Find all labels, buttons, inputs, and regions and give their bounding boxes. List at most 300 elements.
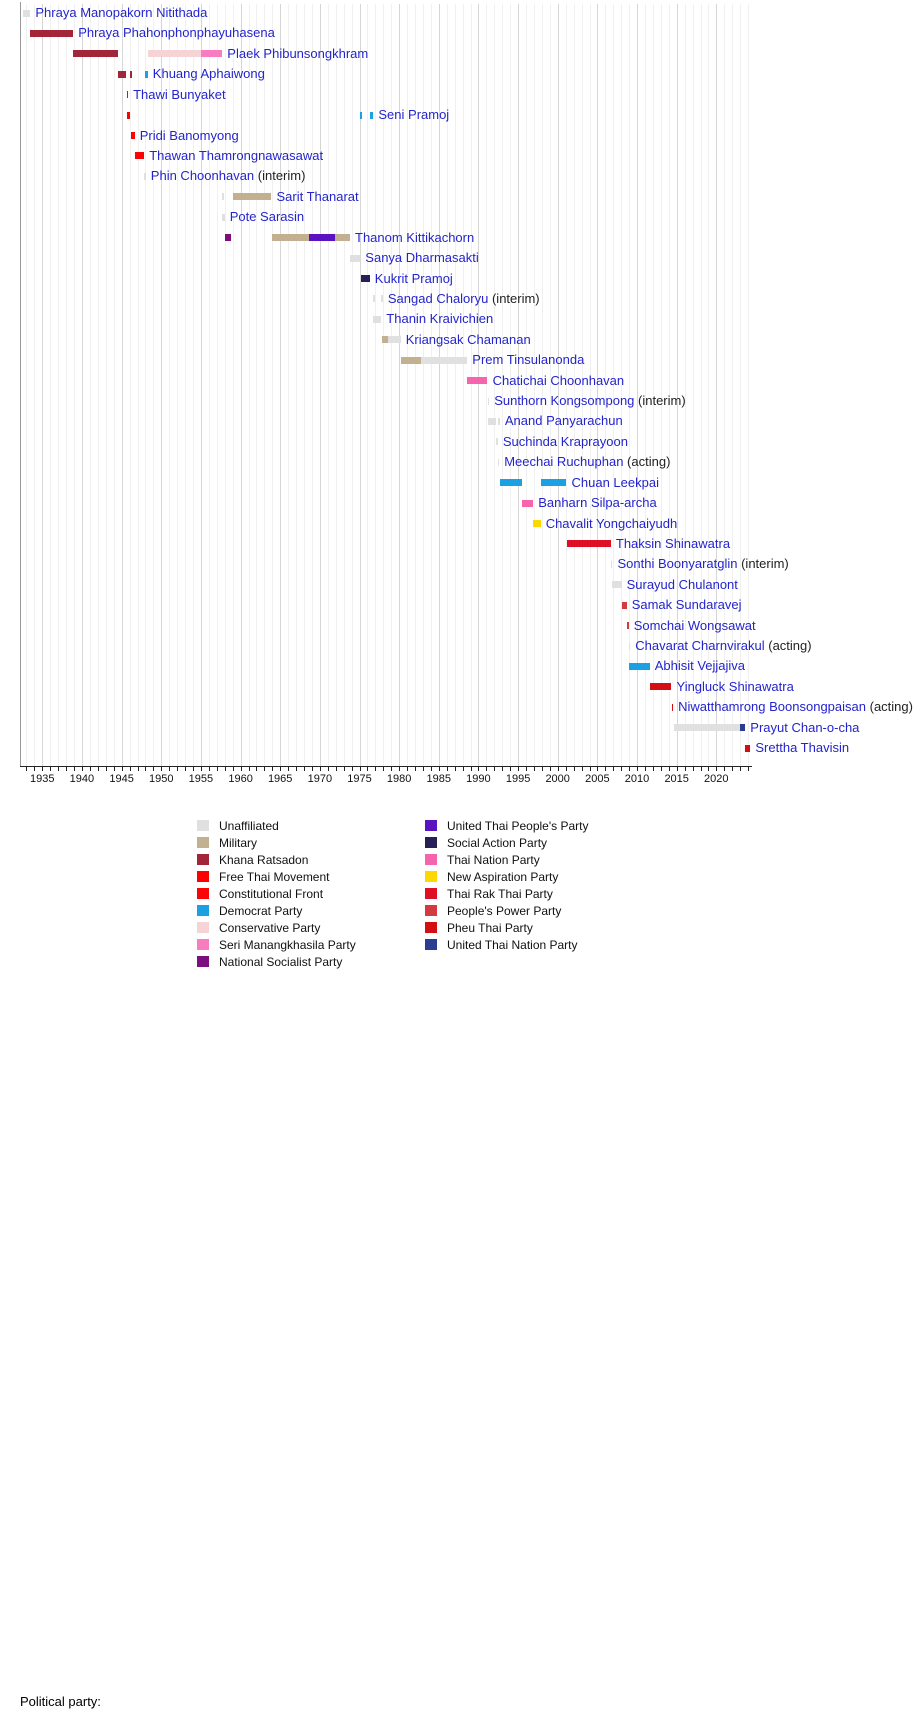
pm-name-link[interactable]: Samak Sundaravej (631, 597, 742, 613)
row-label (277, 190, 359, 204)
axis-tick-1999 (550, 767, 551, 771)
gridline-year-1950 (161, 4, 162, 766)
row-label (635, 639, 811, 653)
row-label (505, 414, 623, 428)
axis-tick-1947 (138, 767, 139, 771)
axis-tick-1956 (209, 767, 210, 771)
axis-tick-1949 (153, 767, 154, 771)
gridline-year-1976 (367, 4, 368, 766)
row-label (365, 251, 478, 265)
timeline-bar-segment (498, 418, 500, 425)
gridline-year-1939 (74, 4, 75, 766)
axis-tick-1975 (360, 767, 361, 771)
gridline-year-1972 (336, 4, 337, 766)
axis-tick-2016 (685, 767, 686, 771)
legend-label: United Thai People's Party (447, 819, 589, 833)
pm-name-link[interactable]: Sanya Dharmasakti (365, 250, 479, 265)
timeline-bar-segment (622, 602, 627, 609)
timeline-bar-segment (541, 479, 567, 486)
row-label (678, 700, 913, 714)
row-label (755, 741, 849, 755)
axis-tick-label-1945: 1945 (109, 773, 134, 785)
row-label (504, 455, 670, 469)
timeline-bar-segment (740, 724, 745, 731)
timeline-bar-segment (222, 193, 224, 200)
legend-swatch-unaffiliated (197, 820, 209, 831)
pm-name-link[interactable]: Anand Panyarachun (504, 413, 623, 429)
pm-name-link[interactable]: Thanin Kraivichien (386, 311, 494, 327)
pm-name-link[interactable]: Banharn Silpa-archa (538, 495, 657, 511)
pm-name-link[interactable]: Prayut Chan-o-cha (750, 719, 860, 735)
row-label (627, 578, 738, 592)
gridline-year-1958 (225, 4, 226, 766)
axis-tick-1960 (241, 767, 242, 771)
axis-tick-1997 (534, 767, 535, 771)
row-label (375, 272, 453, 286)
axis-tick-1998 (542, 767, 543, 771)
axis-tick-1944 (114, 767, 115, 771)
row-label (153, 67, 265, 81)
pm-name-link[interactable]: Suchinda Kraprayoon (502, 433, 628, 449)
axis-tick-2011 (645, 767, 646, 771)
gridline-year-1947 (138, 4, 139, 766)
axis-tick-1940 (82, 767, 83, 771)
axis-tick-label-1995: 1995 (505, 773, 531, 785)
timeline-bar-segment (335, 234, 350, 241)
axis-tick-1933 (26, 767, 27, 771)
pm-note: (acting) (623, 454, 671, 470)
axis-tick-label-1970: 1970 (307, 773, 333, 785)
row-label (493, 374, 625, 388)
timeline-bar-segment (381, 295, 383, 302)
timeline-bar-segment (533, 520, 541, 527)
legend-label: United Thai Nation Party (447, 938, 578, 952)
legend-label: New Aspiration Party (447, 870, 559, 884)
gridline-year-1974 (352, 4, 353, 766)
axis-tick-1986 (447, 767, 448, 771)
axis-tick-1963 (264, 767, 265, 771)
legend-swatch-pheu_thai (425, 922, 437, 933)
pm-name-link[interactable]: Khuang Aphaiwong (152, 66, 265, 82)
row-label (634, 619, 756, 633)
gridline-year-1963 (264, 4, 265, 766)
gridline-year-1938 (66, 4, 67, 766)
axis-tick-2006 (605, 767, 606, 771)
axis-tick-1952 (177, 767, 178, 771)
pm-name-link[interactable]: Somchai Wongsawat (633, 617, 756, 633)
axis-tick-1987 (455, 767, 456, 771)
legend-label: Unaffiliated (219, 819, 279, 833)
row-label (149, 149, 323, 163)
timeline-bar-segment (500, 479, 522, 486)
row-label (388, 292, 540, 306)
axis-tick-2013 (661, 767, 662, 771)
axis-tick-1953 (185, 767, 186, 771)
legend-label: Democrat Party (219, 904, 303, 918)
axis-tick-label-2015: 2015 (664, 773, 689, 785)
pm-name-link[interactable]: Pridi Banomyong (139, 127, 239, 143)
axis-tick-label-2005: 2005 (585, 773, 610, 785)
axis-tick-1937 (58, 767, 59, 771)
timeline-bar-segment (629, 663, 650, 670)
axis-tick-label-1950: 1950 (149, 773, 174, 785)
axis-tick-1994 (510, 767, 511, 771)
legend-label: Thai Rak Thai Party (447, 887, 553, 901)
axis-tick-1971 (328, 767, 329, 771)
axis-tick-2014 (669, 767, 670, 771)
axis-tick-2010 (637, 767, 638, 771)
timeline-bar-segment (373, 316, 381, 323)
gridline-year-1955 (201, 4, 202, 766)
axis-tick-1945 (122, 767, 123, 771)
gridline-year-1934 (34, 4, 35, 766)
timeline-bar-segment (650, 683, 672, 690)
axis-tick-1996 (526, 767, 527, 771)
row-label (503, 435, 628, 449)
pm-name-link[interactable]: Seni Pramoj (378, 107, 450, 123)
pm-name-link[interactable]: Sonthi Boonyaratglin (617, 556, 738, 572)
timeline-bar-segment (496, 438, 498, 445)
legend-swatch-conservative (197, 922, 209, 933)
gridline-year-1961 (249, 4, 250, 766)
pm-note: (interim) (737, 556, 789, 572)
timeline-bar-segment (488, 418, 496, 425)
pm-note: (interim) (488, 290, 540, 306)
axis-tick-1982 (415, 767, 416, 771)
pm-name-link[interactable]: Thawan Thamrongnawasawat (149, 147, 324, 163)
row-label (78, 26, 275, 40)
axis-tick-1951 (169, 767, 170, 771)
timeline-bar-segment (388, 336, 401, 343)
axis-tick-2007 (613, 767, 614, 771)
gridline-year-1945 (122, 4, 123, 766)
pm-name-link[interactable]: Phraya Phahonphonphayuhasena (78, 25, 275, 41)
axis-tick-1955 (201, 767, 202, 771)
axis-tick-1988 (463, 767, 464, 771)
axis-tick-2009 (629, 767, 630, 771)
gridline-year-1943 (106, 4, 107, 766)
timeline-bar-segment (629, 643, 631, 650)
timeline-bar-segment (373, 295, 375, 302)
row-label (494, 394, 686, 408)
legend-swatch-khana_ratsadon (197, 854, 209, 865)
axis-tick-label-2000: 2000 (545, 773, 570, 785)
axis-tick-label-1940: 1940 (69, 773, 95, 785)
gridline-year-1937 (58, 4, 59, 766)
timeline-bar-segment (421, 357, 467, 364)
axis-tick-2022 (732, 767, 733, 771)
pm-name-link[interactable]: Thaksin Shinawatra (615, 535, 731, 551)
timeline-bar-segment (522, 500, 533, 507)
legend-swatch-thai_nation (425, 854, 437, 865)
timeline-bar-segment (370, 112, 374, 119)
axis-tick-label-1990: 1990 (466, 773, 491, 785)
axis-tick-1943 (106, 767, 107, 771)
legend-label: Pheu Thai Party (447, 921, 533, 935)
timeline-bar-segment (672, 704, 674, 711)
legend-swatch-military (197, 837, 209, 848)
pm-name-link[interactable]: Plaek Phibunsongkhram (227, 45, 369, 61)
axis-tick-1942 (98, 767, 99, 771)
pm-name-link[interactable]: Surayud Chulanont (626, 576, 738, 592)
axis-tick-2023 (740, 767, 741, 771)
timeline-bar-segment (360, 112, 362, 119)
axis-tick-2018 (701, 767, 702, 771)
timeline-bar-segment (401, 357, 421, 364)
axis-tick-2002 (574, 767, 575, 771)
timeline-bar-segment (201, 50, 222, 57)
gridline-year-1965 (280, 4, 281, 766)
timeline-bar-segment (674, 724, 740, 731)
axis-tick-1968 (304, 767, 305, 771)
timeline-bar-segment (222, 214, 224, 221)
timeline-bar-segment (73, 50, 118, 57)
pm-note: (acting) (764, 638, 812, 653)
gridline-year-1964 (272, 4, 273, 766)
row-label (538, 496, 657, 510)
row-label (386, 312, 493, 326)
axis-tick-1957 (217, 767, 218, 771)
pm-name-link[interactable]: Kriangsak Chamanan (405, 331, 531, 347)
axis-tick-2017 (693, 767, 694, 771)
pm-name-link[interactable]: Chuan Leekpai (571, 474, 659, 490)
axis-tick-1967 (296, 767, 297, 771)
row-label (472, 353, 584, 367)
axis-tick-1991 (486, 767, 487, 771)
axis-tick-1962 (256, 767, 257, 771)
pm-name-link[interactable]: Prem Tinsulanonda (472, 352, 585, 368)
row-label (618, 557, 789, 571)
gridline-year-1966 (288, 4, 289, 766)
axis-tick-label-1960: 1960 (228, 773, 253, 785)
pm-name-link[interactable]: Yingluck Shinawatra (676, 678, 794, 694)
axis-tick-1959 (233, 767, 234, 771)
axis-tick-1989 (471, 767, 472, 771)
row-label (632, 598, 742, 612)
gridline-year-1969 (312, 4, 313, 766)
row-label (750, 721, 859, 735)
timeline-bar-segment (127, 91, 129, 98)
pm-note: (interim) (254, 168, 306, 184)
axis-tick-1976 (367, 767, 368, 771)
row-label (546, 517, 678, 531)
legend-label: Khana Ratsadon (219, 853, 309, 867)
pm-name-link[interactable]: Thanom Kittikachorn (355, 229, 475, 245)
timeline-bar-segment (130, 71, 132, 78)
gridline-year-1991 (486, 4, 487, 766)
axis-tick-2021 (724, 767, 725, 771)
gridline-year-1948 (145, 4, 146, 766)
axis-tick-1965 (280, 767, 281, 771)
axis-tick-label-1935: 1935 (30, 773, 55, 785)
timeline-bar-segment (745, 745, 750, 752)
gridline-year-1935 (42, 4, 43, 766)
axis-tick-2003 (582, 767, 583, 771)
row-label (378, 108, 449, 122)
timeline-bar-segment (627, 622, 629, 629)
gridline-year-1971 (328, 4, 329, 766)
pm-note: (interim) (634, 393, 686, 408)
pm-name-link[interactable]: Meechai Ruchuphan (504, 454, 624, 470)
legend-label: National Socialist Party (219, 955, 343, 969)
gridline-year-1987 (455, 4, 456, 766)
pm-name-link[interactable]: Chavalit Yongchaiyudh (545, 515, 678, 531)
gridline-year-1957 (217, 4, 218, 766)
axis-tick-1935 (42, 767, 43, 771)
axis-tick-label-2020: 2020 (704, 773, 729, 785)
axis-tick-1946 (130, 767, 131, 771)
pm-name-link[interactable]: Phin Choonhavan (150, 168, 255, 184)
axis-tick-1973 (344, 767, 345, 771)
timeline-bar-segment (127, 112, 130, 119)
gridline-year-1973 (344, 4, 345, 766)
pm-name-link[interactable]: Sarit Thanarat (276, 188, 359, 204)
axis-tick-label-1965: 1965 (267, 773, 293, 785)
legend-label: Free Thai Movement (219, 870, 330, 884)
axis-tick-1974 (352, 767, 353, 771)
axis-tick-1961 (249, 767, 250, 771)
timeline-bar-segment (612, 581, 622, 588)
legend-swatch-united_thai_nation (425, 939, 437, 950)
axis-tick-1950 (161, 767, 162, 771)
pm-name-link[interactable]: Chatichai Choonhavan (492, 372, 625, 388)
row-label (227, 47, 368, 61)
gridline-year-1942 (98, 4, 99, 766)
legend-swatch-utpp (425, 820, 437, 831)
pm-name-link[interactable]: Sunthorn Kongsompong (494, 393, 635, 408)
axis-tick-label-1955: 1955 (188, 773, 214, 785)
axis-tick-1969 (312, 767, 313, 771)
axis-tick-2005 (597, 767, 598, 771)
legend-label: Military (219, 836, 257, 850)
axis-tick-label-1980: 1980 (386, 773, 412, 785)
axis-tick-1990 (478, 767, 479, 771)
axis-tick-2024 (748, 767, 749, 771)
gridline-year-1968 (304, 4, 305, 766)
timeline-bar-segment (131, 132, 135, 139)
pm-name-link[interactable]: Sangad Chaloryu (387, 290, 489, 306)
gridline-year-1951 (169, 4, 170, 766)
gridline-year-1954 (193, 4, 194, 766)
timeline-bar-segment (350, 255, 360, 262)
axis-tick-label-1985: 1985 (426, 773, 452, 785)
axis-tick-1980 (399, 767, 400, 771)
axis-tick-2020 (716, 767, 717, 771)
gridline-year-1949 (153, 4, 154, 766)
row-label (133, 88, 226, 102)
axis-tick-2001 (566, 767, 567, 771)
axis-tick-1977 (375, 767, 376, 771)
legend-label: People's Power Party (447, 904, 562, 918)
gridline-year-1933 (26, 4, 27, 766)
timeline-bar-segment (30, 30, 73, 37)
pm-name-link[interactable]: Abhisit Vejjajiva (654, 658, 746, 674)
gridline-year-1962 (256, 4, 257, 766)
row-label (406, 333, 531, 347)
axis-tick-2012 (653, 767, 654, 771)
timeline-bar-segment (135, 152, 145, 159)
axis-tick-1964 (272, 767, 273, 771)
pm-name-link[interactable]: Chavarat Charnvirakul (635, 638, 765, 653)
legend-swatch-new_aspiration (425, 871, 437, 882)
row-label (230, 210, 304, 224)
pm-name-link[interactable]: Niwatthamrong Boonsongpaisan (678, 699, 866, 715)
gridline-year-1960 (241, 4, 242, 766)
timeline-bar-segment (233, 193, 271, 200)
row-label (355, 231, 474, 245)
timeline-bar-segment (23, 10, 31, 17)
legend-label: Constitutional Front (219, 887, 324, 901)
pm-name-link[interactable]: Phraya Manopakorn Nitithada (35, 5, 208, 20)
timeline-bar-segment (148, 50, 201, 57)
row-label (572, 476, 659, 490)
gridline-year-1977 (375, 4, 376, 766)
row-label (616, 537, 730, 551)
axis-tick-1954 (193, 767, 194, 771)
gridline-year-1940 (82, 4, 83, 766)
axis-tick-1981 (407, 767, 408, 771)
timeline-bar-segment (225, 234, 231, 241)
pm-name-link[interactable]: Srettha Thavisin (755, 740, 850, 756)
axis-tick-1992 (494, 767, 495, 771)
gridline-year-1989 (471, 4, 472, 766)
axis-tick-1934 (34, 767, 35, 771)
pm-note: (acting) (866, 699, 913, 715)
axis-tick-1970 (320, 767, 321, 771)
timeline-bar-segment (361, 275, 370, 282)
legend-swatch-constitutional_front (197, 888, 209, 899)
row-label (655, 659, 745, 673)
legend-swatch-national_socialist (197, 956, 209, 967)
gridline-year-1944 (114, 4, 115, 766)
timeline-bar-segment (144, 173, 146, 180)
legend-swatch-thai_rak_thai (425, 888, 437, 899)
gridline-year-1970 (320, 4, 321, 766)
pm-name-link[interactable]: Thawi Bunyaket (133, 86, 226, 102)
legend-title: Political party: (20, 1694, 101, 1709)
gridline-year-1952 (177, 4, 178, 766)
axis-tick-label-1975: 1975 (347, 773, 372, 785)
y-axis-spine (20, 2, 21, 766)
row-label (140, 129, 239, 143)
row-label (35, 6, 207, 20)
pm-name-link[interactable]: Kukrit Pramoj (374, 270, 453, 286)
legend-swatch-free_thai (197, 871, 209, 882)
axis-tick-1972 (336, 767, 337, 771)
timeline-bar-segment (611, 561, 613, 568)
gridline-year-1967 (296, 4, 297, 766)
axis-tick-2008 (621, 767, 622, 771)
pm-name-link[interactable]: Pote Sarasin (229, 209, 305, 225)
axis-tick-1995 (518, 767, 519, 771)
timeline-bar-segment (488, 398, 490, 405)
legend-swatch-seri_manangkhasila (197, 939, 209, 950)
axis-tick-1978 (383, 767, 384, 771)
legend (0, 812, 900, 1709)
gridline-year-1988 (463, 4, 464, 766)
gridline-year-1990 (478, 4, 479, 766)
axis-tick-2004 (590, 767, 591, 771)
legend-label: Thai Nation Party (447, 853, 540, 867)
legend-label: Conservative Party (219, 921, 321, 935)
timeline-bar-segment (498, 459, 500, 466)
timeline-bar-segment (567, 540, 611, 547)
legend-swatch-democrat (197, 905, 209, 916)
gridline-year-1953 (185, 4, 186, 766)
timeline-bar-segment (467, 377, 487, 384)
timeline-bar-segment (272, 234, 309, 241)
axis-tick-2019 (708, 767, 709, 771)
